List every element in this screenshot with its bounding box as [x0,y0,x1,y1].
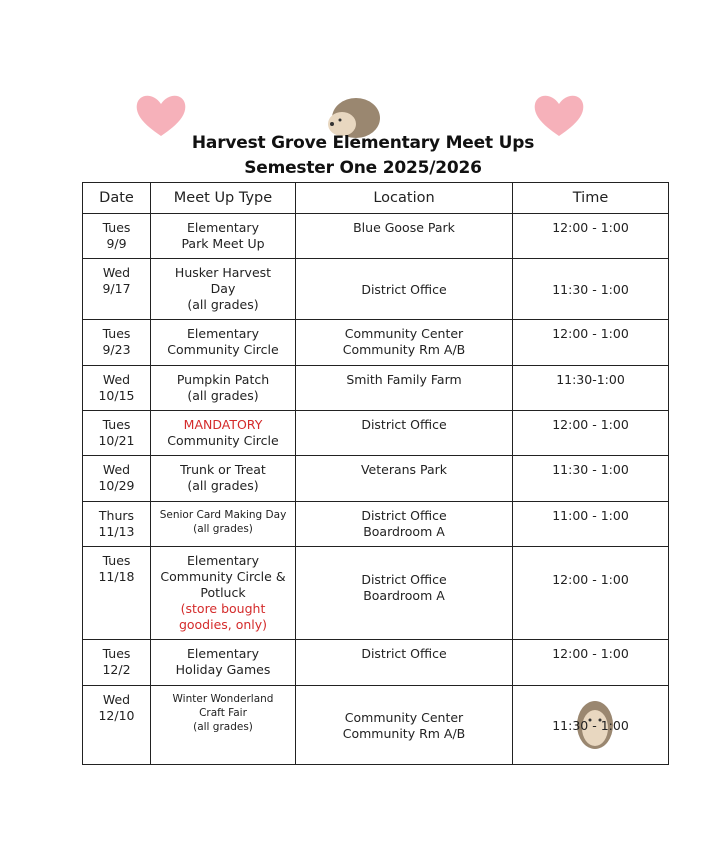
date-text: 12/2 [102,662,131,677]
table-row [83,366,669,411]
type-text: Elementary [187,553,259,568]
location-cell [296,456,513,502]
time-cell [513,547,669,640]
type-text: (all grades) [193,523,253,535]
date-text: Wed [102,462,131,477]
table-row [83,259,669,320]
location-cell [296,366,513,411]
date-cell [83,366,151,411]
type-text: Winter Wonderland [172,693,274,705]
time-cell [513,259,669,320]
table-row [83,640,669,686]
location-text: Community Rm A/B [342,342,466,357]
type-text: Senior Card Making Day [159,509,287,521]
location-text: Community Center [344,326,464,341]
date-cell [83,259,151,320]
date-text: 11/13 [98,524,135,539]
highlight-text: goodies, only) [178,617,268,632]
heart-decoration-icon [533,92,585,138]
heart-decoration-icon [135,92,187,138]
location-text: Boardroom A [363,524,445,539]
location-cell [296,411,513,456]
type-cell [151,259,296,320]
type-text: Elementary [187,326,259,341]
date-text: 9/17 [102,281,131,296]
table-header-row [83,183,669,214]
location-text: Blue Goose Park [353,220,455,235]
date-text: Thurs [98,508,135,523]
date-text: 10/21 [98,433,135,448]
location-cell [296,502,513,547]
date-text: Wed [102,372,131,387]
location-cell [296,686,513,765]
type-text: Craft Fair [199,707,247,719]
type-text: (all grades) [193,721,253,733]
type-cell [151,456,296,502]
table-row [83,320,669,366]
type-text: Community Circle & [160,569,286,584]
time-text: 12:00 - 1:00 [552,220,629,235]
time-text: 11:30 - 1:00 [552,282,629,297]
time-text: 11:00 - 1:00 [552,508,629,523]
page-title: Harvest Grove Elementary Meet Ups [191,133,535,153]
date-text: 9/23 [102,342,131,357]
type-text: (all grades) [187,388,259,403]
location-cell [296,320,513,366]
location-text: Community Center [344,710,464,725]
table-row [83,502,669,547]
date-cell [83,320,151,366]
header-date: Date [83,183,151,214]
type-text: Holiday Games [175,662,271,677]
time-cell [513,320,669,366]
location-cell [296,547,513,640]
type-text: Community Circle [167,433,279,448]
header-location: Location [296,183,513,214]
date-text: Tues [102,646,131,661]
type-cell [151,686,296,765]
time-text: 12:00 - 1:00 [552,417,629,432]
date-text: 10/15 [98,388,135,403]
location-text: District Office [361,508,447,523]
type-cell [151,640,296,686]
type-text: Elementary [187,646,259,661]
location-text: District Office [361,282,447,297]
header-type: Meet Up Type [151,183,296,214]
time-cell [513,214,669,259]
type-text: Elementary [187,220,259,235]
table-row [83,456,669,502]
date-cell [83,547,151,640]
date-text: Tues [102,553,131,568]
date-text: Wed [102,265,131,280]
time-cell [513,456,669,502]
type-text: Day [210,281,236,296]
meetups-table [82,182,669,765]
time-text: 12:00 - 1:00 [552,572,629,587]
type-text: Trunk or Treat [180,462,266,477]
time-text: 12:00 - 1:00 [552,326,629,341]
type-cell [151,320,296,366]
time-cell [513,411,669,456]
type-text: Community Circle [167,342,279,357]
type-text: Pumpkin Patch [176,372,270,387]
table-row [83,411,669,456]
time-cell [513,640,669,686]
table-row [83,686,669,765]
type-text: Potluck [200,585,246,600]
type-text: Park Meet Up [181,236,265,251]
time-cell [513,686,669,765]
location-text: Veterans Park [360,462,448,477]
location-text: District Office [361,646,447,661]
time-cell [513,502,669,547]
time-text: 11:30 - 1:00 [552,718,629,733]
highlight-text: (store bought [180,601,266,616]
date-text: Tues [102,326,131,341]
location-text: District Office [361,417,447,432]
type-cell [151,366,296,411]
date-text: 9/9 [106,236,127,251]
date-cell [83,502,151,547]
type-cell [151,502,296,547]
time-text: 12:00 - 1:00 [552,646,629,661]
location-cell [296,259,513,320]
location-text: District Office [361,572,447,587]
date-text: Wed [102,692,131,707]
location-text: Community Rm A/B [342,726,466,741]
type-cell [151,547,296,640]
time-cell [513,366,669,411]
table-row [83,547,669,640]
type-cell [151,411,296,456]
location-text: Smith Family Farm [346,372,462,387]
time-text: 11:30 - 1:00 [552,462,629,477]
type-text: (all grades) [187,297,259,312]
date-cell [83,640,151,686]
date-cell [83,686,151,765]
type-text: (all grades) [187,478,259,493]
table-row [83,214,669,259]
date-text: Tues [102,220,131,235]
location-text: Boardroom A [363,588,445,603]
date-cell [83,214,151,259]
type-cell [151,214,296,259]
date-text: 10/29 [98,478,135,493]
location-cell [296,214,513,259]
date-text: Tues [102,417,131,432]
date-text: 11/18 [98,569,135,584]
page-subtitle: Semester One 2025/2026 [244,158,482,178]
highlight-text: MANDATORY [183,417,263,432]
date-cell [83,456,151,502]
header-time: Time [513,183,669,214]
type-text: Husker Harvest [174,265,272,280]
date-cell [83,411,151,456]
location-cell [296,640,513,686]
time-text: 11:30-1:00 [556,372,625,387]
date-text: 12/10 [98,708,135,723]
